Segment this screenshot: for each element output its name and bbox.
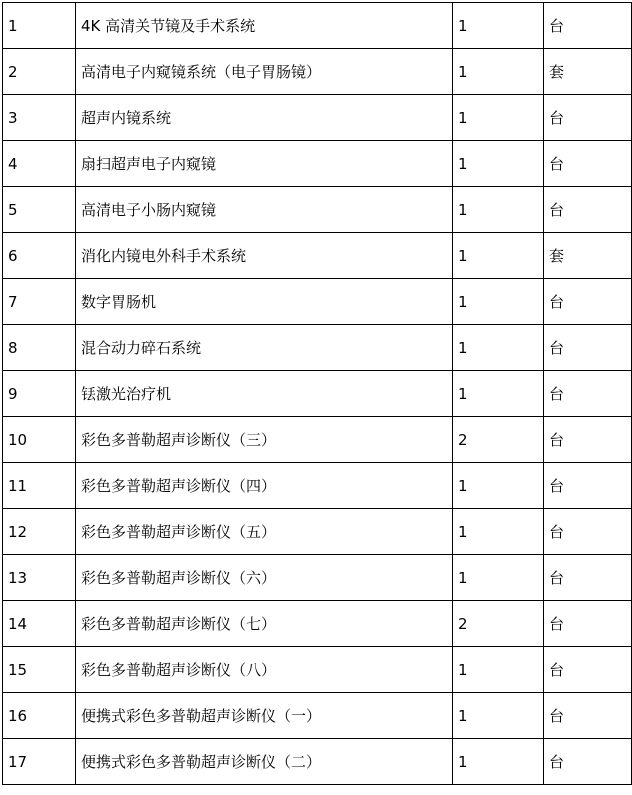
item-name: 高清电子内窥镜系统（电子胃肠镜）: [76, 49, 453, 95]
item-unit: 套: [544, 49, 632, 95]
item-number: 8: [3, 325, 76, 371]
item-number: 11: [3, 463, 76, 509]
item-quantity: 2: [453, 417, 544, 463]
item-unit: 台: [544, 739, 632, 785]
item-quantity: 1: [453, 463, 544, 509]
table-row: [3, 279, 632, 325]
item-name: 超声内镜系统: [76, 95, 453, 141]
item-number: 12: [3, 509, 76, 555]
item-number: 10: [3, 417, 76, 463]
item-quantity: 1: [453, 187, 544, 233]
item-number: 9: [3, 371, 76, 417]
item-quantity: 1: [453, 279, 544, 325]
item-name: 混合动力碎石系统: [76, 325, 453, 371]
item-number: 3: [3, 95, 76, 141]
table-row: [3, 555, 632, 601]
item-quantity: 1: [453, 141, 544, 187]
item-unit: 台: [544, 3, 632, 49]
item-name: 便携式彩色多普勒超声诊断仪（一）: [76, 693, 453, 739]
table-row: [3, 187, 632, 233]
item-quantity: 2: [453, 601, 544, 647]
table-row: [3, 371, 632, 417]
table-row: [3, 647, 632, 693]
item-number: 17: [3, 739, 76, 785]
table-row: [3, 141, 632, 187]
item-quantity: 1: [453, 509, 544, 555]
table-row: [3, 49, 632, 95]
table-row: [3, 739, 632, 785]
table-row: [3, 693, 632, 739]
item-unit: 台: [544, 371, 632, 417]
item-unit: 台: [544, 187, 632, 233]
item-unit: 台: [544, 647, 632, 693]
item-name: 彩色多普勒超声诊断仪（六）: [76, 555, 453, 601]
item-name: 高清电子小肠内窥镜: [76, 187, 453, 233]
item-name: 数字胃肠机: [76, 279, 453, 325]
item-unit: 台: [544, 693, 632, 739]
item-unit: 台: [544, 555, 632, 601]
item-number: 5: [3, 187, 76, 233]
item-name: 4K 高清关节镜及手术系统: [76, 3, 453, 49]
item-quantity: 1: [453, 371, 544, 417]
table-row: [3, 601, 632, 647]
item-name: 彩色多普勒超声诊断仪（三）: [76, 417, 453, 463]
item-unit: 台: [544, 601, 632, 647]
item-unit: 台: [544, 325, 632, 371]
item-number: 1: [3, 3, 76, 49]
item-name: 彩色多普勒超声诊断仪（四）: [76, 463, 453, 509]
item-quantity: 1: [453, 233, 544, 279]
table-row: [3, 95, 632, 141]
item-name: 便携式彩色多普勒超声诊断仪（二）: [76, 739, 453, 785]
item-number: 6: [3, 233, 76, 279]
equipment-table-body: [3, 3, 632, 785]
item-number: 4: [3, 141, 76, 187]
item-number: 14: [3, 601, 76, 647]
item-quantity: 1: [453, 739, 544, 785]
table-row: [3, 417, 632, 463]
equipment-table: [2, 2, 632, 785]
item-number: 15: [3, 647, 76, 693]
item-unit: 台: [544, 509, 632, 555]
item-name: 彩色多普勒超声诊断仪（五）: [76, 509, 453, 555]
item-quantity: 1: [453, 693, 544, 739]
table-row: [3, 463, 632, 509]
item-unit: 台: [544, 463, 632, 509]
item-quantity: 1: [453, 49, 544, 95]
item-quantity: 1: [453, 325, 544, 371]
item-name: 彩色多普勒超声诊断仪（八）: [76, 647, 453, 693]
item-name: 铥激光治疗机: [76, 371, 453, 417]
item-name: 消化内镜电外科手术系统: [76, 233, 453, 279]
table-row: [3, 509, 632, 555]
item-unit: 台: [544, 95, 632, 141]
item-quantity: 1: [453, 555, 544, 601]
item-quantity: 1: [453, 95, 544, 141]
item-name: 彩色多普勒超声诊断仪（七）: [76, 601, 453, 647]
item-unit: 套: [544, 233, 632, 279]
item-number: 2: [3, 49, 76, 95]
item-number: 16: [3, 693, 76, 739]
item-quantity: 1: [453, 3, 544, 49]
item-unit: 台: [544, 141, 632, 187]
item-quantity: 1: [453, 647, 544, 693]
table-row: [3, 325, 632, 371]
table-row: [3, 3, 632, 49]
item-unit: 台: [544, 279, 632, 325]
item-name: 扇扫超声电子内窥镜: [76, 141, 453, 187]
item-number: 7: [3, 279, 76, 325]
item-unit: 台: [544, 417, 632, 463]
table-row: [3, 233, 632, 279]
item-number: 13: [3, 555, 76, 601]
